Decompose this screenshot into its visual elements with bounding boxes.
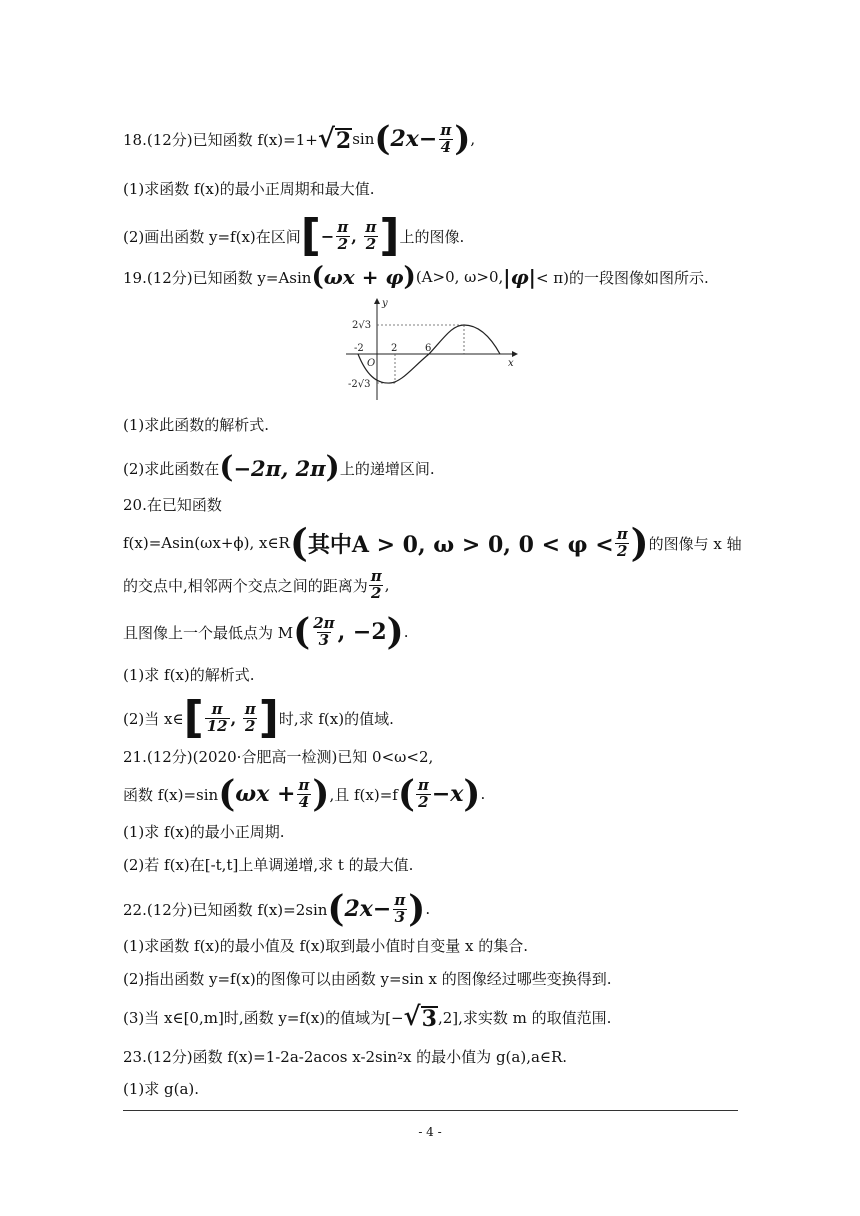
- q20-line4: [123, 611, 409, 653]
- q22-paren-close: ): [408, 888, 426, 930]
- q20-line4-prefix: 且图像上一个最低点为 M: [123, 623, 294, 642]
- q19-graph: [340, 296, 520, 402]
- q19-paren-open: (: [311, 262, 324, 292]
- q20-title: 20.在已知函数: [123, 496, 222, 514]
- y-axis-arrow: [374, 298, 380, 304]
- q22-stem-text: 22.(12分)已知函数 f(x)=2sin: [123, 900, 328, 919]
- x-label-2: 2: [391, 343, 398, 354]
- x-label-neg2: -2: [354, 343, 364, 354]
- footer-rule: [123, 1110, 738, 1111]
- q18-paren-open: (: [374, 119, 391, 159]
- q21-paren-close: ): [312, 773, 330, 815]
- q18-frac: $\frac{\pi}{4}$: [440, 120, 452, 156]
- q19-abs: |φ|: [503, 265, 536, 289]
- q18-tail: ,: [470, 130, 476, 148]
- q20-comma: ,: [230, 708, 242, 728]
- q20-line3-suffix: ,: [384, 576, 390, 595]
- q18-frac-a: $\frac{\pi}{2}$: [337, 217, 349, 253]
- q22-part2: (2)指出函数 y=f(x)的图像可以由函数 y=sin x 的图像经过哪些变换得到.: [123, 970, 612, 988]
- q20-m-y: , −2: [337, 619, 387, 645]
- q21-stem: 21.(12分)(2020·合肥高一检测)已知 0<ω<2,: [123, 748, 434, 766]
- q20-m-paren-open: (: [293, 611, 311, 653]
- q22-part3-prefix: (3)当 x∈[0,m]时,函数 y=f(x)的值域为[−: [123, 1008, 404, 1027]
- q20-frac-a: $\frac{\pi}{12}$: [206, 699, 228, 735]
- q22-sqrt: √ 3: [403, 1002, 437, 1032]
- q19-part1: (1)求此函数的解析式.: [123, 416, 270, 434]
- y-top-label: 2√3: [352, 320, 372, 331]
- q20-line2-prefix: f(x)=Asin(ωx+ϕ), x∈R: [123, 534, 290, 552]
- q21-line2-mid: ,且 f(x)=f: [329, 785, 398, 804]
- q22-arg: 2x−: [344, 896, 392, 922]
- q19-cond2: < π)的一段图像如图所示.: [535, 268, 709, 287]
- q18-sqrt: √ 2: [317, 124, 352, 154]
- q21-paren-open2: (: [397, 773, 415, 815]
- q21-arg: ωx +: [235, 781, 296, 807]
- q23-superscript: 2: [397, 1051, 403, 1062]
- q19-paren-close2: ): [325, 450, 340, 485]
- q18-minus: −: [320, 226, 335, 246]
- q20-paren-open: (: [289, 520, 308, 565]
- x-label: x: [508, 358, 514, 369]
- q23-stem-b: x 的最小值为 g(a),a∈R.: [402, 1048, 568, 1066]
- q19-interval: −2π, 2π: [233, 455, 326, 481]
- q18-bracket-open: [: [300, 210, 321, 261]
- q18-sin: sin: [352, 130, 375, 148]
- q18-paren-close: ): [454, 119, 471, 159]
- q21-arg2: −x: [431, 781, 464, 807]
- q20-part2-prefix: (2)当 x∈: [123, 709, 184, 728]
- q20-part1: (1)求 f(x)的解析式.: [123, 666, 255, 684]
- q22-paren-open: (: [327, 888, 345, 930]
- q18-arg: 2x−: [390, 126, 438, 152]
- q21-line2-prefix: 函数 f(x)=sin: [123, 785, 219, 804]
- q20-line2-suffix: 的图像与 x 轴: [648, 534, 742, 553]
- q18-part2: [123, 210, 465, 261]
- q20-bracket-open: [: [183, 692, 204, 743]
- q19-arg: ωx + φ: [323, 265, 404, 289]
- q18-part2-suffix: 上的图像.: [399, 227, 465, 246]
- q22-part3-suffix: ,2],求实数 m 的取值范围.: [437, 1008, 612, 1027]
- q21-part1: (1)求 f(x)的最小正周期.: [123, 823, 285, 841]
- q21-line2: [123, 773, 486, 815]
- origin-label: O: [367, 358, 376, 369]
- q20-line4-end: .: [403, 623, 409, 641]
- q21-line2-end: .: [480, 785, 486, 803]
- q20-part2: [123, 692, 394, 743]
- q20-line3: [123, 569, 390, 602]
- q20-frac-cond: $\frac{\pi}{2}$: [616, 524, 628, 560]
- q19-paren-open2: (: [219, 450, 234, 485]
- q20-frac-b: $\frac{\pi}{2}$: [244, 699, 256, 735]
- q21-paren-close2: ): [463, 773, 481, 815]
- q18-comma: ,: [351, 226, 363, 246]
- q23-stem-a: 23.(12分)函数 f(x)=1-2a-2acos x-2sin: [123, 1048, 398, 1066]
- q20-paren-close: ): [630, 520, 649, 565]
- q20-bracket-close: ]: [258, 692, 279, 743]
- x-label-6: 6: [425, 343, 432, 354]
- page-number: - 4 -: [418, 1125, 442, 1139]
- q20-frac-m: $\frac{2\pi}{3}$: [313, 613, 335, 649]
- q22-part3: [123, 1004, 611, 1030]
- q20-frac-dist: $\frac{\pi}{2}$: [370, 567, 382, 602]
- q18-part1: (1)求函数 f(x)的最小正周期和最大值.: [123, 180, 375, 198]
- q18-bracket-close: ]: [379, 210, 400, 261]
- y-label: y: [382, 298, 388, 309]
- y-bottom-label: -2√3: [348, 379, 371, 390]
- q20-line2: [123, 520, 742, 565]
- q19-part2-suffix: 上的递增区间.: [339, 459, 435, 478]
- q18-stem: [123, 119, 476, 159]
- q22-end: .: [425, 900, 431, 918]
- q21-part2: (2)若 f(x)在[-t,t]上单调递增,求 t 的最大值.: [123, 856, 414, 874]
- q19-cond1: (A>0, ω>0,: [415, 268, 504, 286]
- q23-stem: [123, 1046, 567, 1067]
- q21-paren-open: (: [218, 773, 236, 815]
- q21-frac: $\frac{\pi}{4}$: [298, 775, 310, 811]
- q20-m-paren-close: ): [386, 611, 404, 653]
- q23-part1: (1)求 g(a).: [123, 1080, 200, 1098]
- q19-paren-close: ): [403, 262, 416, 292]
- q18-stem-text: 18.(12分)已知函数 f(x)=1+: [123, 130, 318, 149]
- q19-stem: [123, 264, 709, 290]
- q20-line3-prefix: 的交点中,相邻两个交点之间的距离为: [123, 576, 368, 595]
- q22-frac: $\frac{\pi}{3}$: [394, 890, 406, 926]
- x-axis-arrow: [512, 351, 518, 357]
- q21-frac2: $\frac{\pi}{2}$: [417, 775, 429, 811]
- q19-part2: [123, 450, 435, 485]
- q19-stem-text: 19.(12分)已知函数 y=Asin: [123, 268, 312, 287]
- q18-part2-prefix: (2)画出函数 y=f(x)在区间: [123, 227, 301, 246]
- q20-condition: 其中A > 0, ω > 0, 0 < φ <: [307, 531, 614, 558]
- q22-part1: (1)求函数 f(x)的最小值及 f(x)取到最小值时自变量 x 的集合.: [123, 937, 528, 955]
- q18-frac-b: $\frac{\pi}{2}$: [365, 217, 377, 253]
- q19-part2-prefix: (2)求此函数在: [123, 459, 220, 478]
- q20-part2-suffix: 时,求 f(x)的值域.: [278, 709, 394, 728]
- q22-stem: [123, 888, 431, 930]
